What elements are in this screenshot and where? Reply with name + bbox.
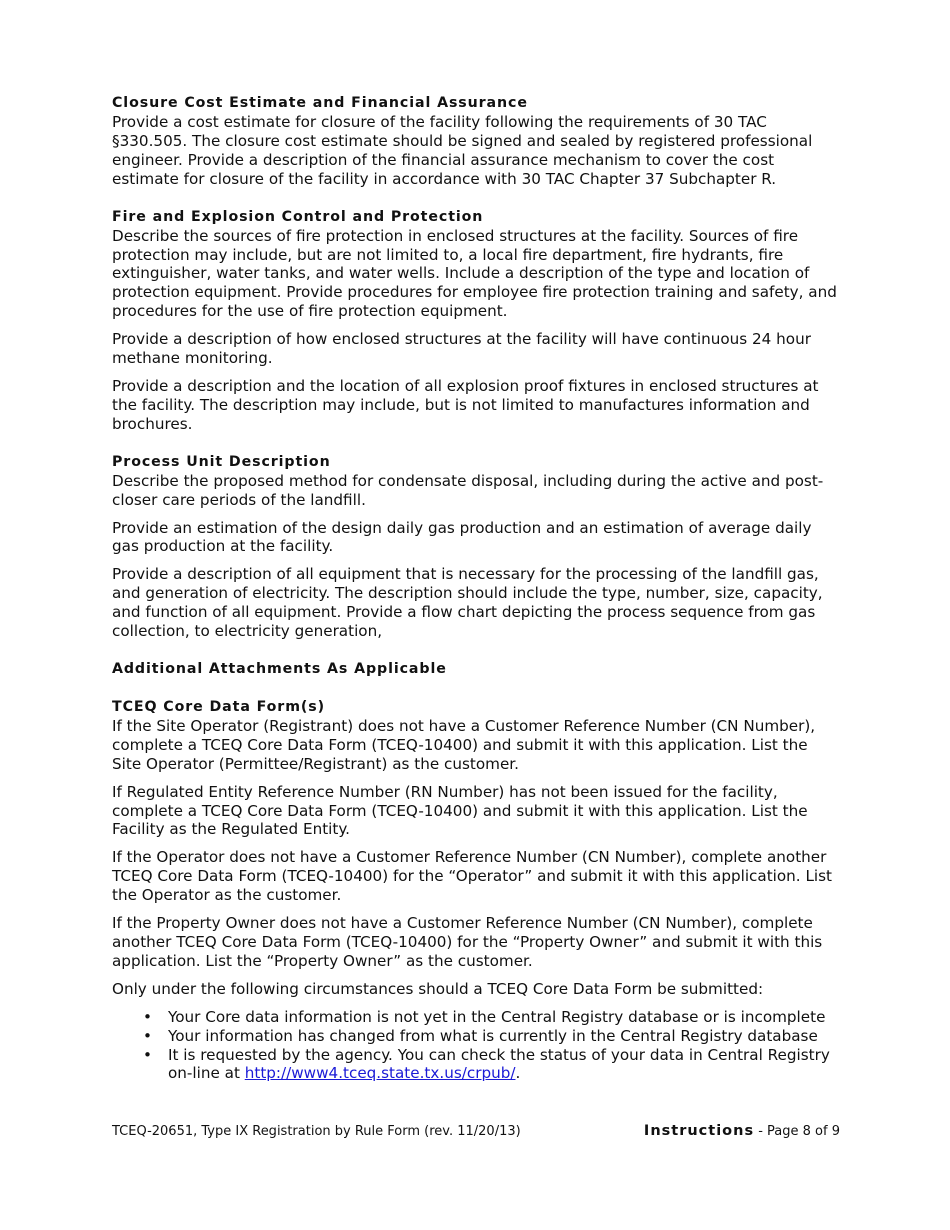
list-item-text: It is requested by the agency. You can check the status of your data in Central Registry on-line at xyxy=(168,1045,830,1083)
bullet-list xyxy=(112,1008,840,1084)
paragraph: If the Operator does not have a Customer Reference Number (CN Number), complete another TCEQ Core Data Form (TCEQ-10400) for the “Operator” and submit it with this application. List the Operator as the customer. xyxy=(112,848,833,905)
section-core-data xyxy=(112,698,840,1083)
section-heading: TCEQ Core Data Form(s) xyxy=(112,698,326,715)
paragraph: Provide a description of all equipment that is necessary for the processing of the landfill gas, and generation of electricity. The description should include the type, number, size, capacity, and function of all equipment. Provide a flow chart depicting the process sequence from gas collection, to electricity generation, xyxy=(112,565,823,641)
footer-instructions: Instructions xyxy=(643,1123,755,1139)
paragraph: If the Site Operator (Registrant) does not have a Customer Reference Number (CN Number), complete a TCEQ Core Data Form (TCEQ-10400) and submit it with this application. List the Site Operator (Permittee/Registrant) as the customer. xyxy=(112,716,816,773)
footer-form-id: TCEQ-20651, Type IX Registration by Rule Form (rev. 11/20/13) xyxy=(112,1124,521,1139)
footer-page-label xyxy=(644,1123,840,1139)
paragraph: If Regulated Entity Reference Number (RN Number) has not been issued for the facility, complete a TCEQ Core Data Form (TCEQ-10400) and submit it with this application. List the Facility as the Regulated Entity. xyxy=(112,782,808,839)
paragraph: Provide a description of how enclosed structures at the facility will have continuous 24 hour methane monitoring. xyxy=(112,330,811,368)
list-item-text: Your information has changed from what is currently in the Central Registry database xyxy=(168,1026,818,1045)
paragraph: Provide a cost estimate for closure of the facility following the requirements of 30 TAC §330.505. The closure cost estimate should be signed and sealed by registered professional engineer. Provide a description of the financial assurance mechanism to cover the cost estimate for closure of the facility in accordance with 30 TAC Chapter 37 Subchapter R. xyxy=(112,113,813,188)
list-item-text: Your Core data information is not yet in the Central Registry database or is incomplete xyxy=(168,1007,826,1026)
paragraph: Provide a description and the location of all explosion proof fixtures in enclosed structures at the facility. The description may include, but is not limited to manufactures information and brochures. xyxy=(112,376,819,433)
central-registry-link[interactable]: http://www4.tceq.state.tx.us/crpub/ xyxy=(244,1064,516,1083)
paragraph: Only under the following circumstances should a TCEQ Core Data Form be submitted: xyxy=(112,979,764,998)
page-footer xyxy=(112,1123,840,1143)
bullet-icon: • xyxy=(143,1026,152,1045)
paragraph: If the Property Owner does not have a Customer Reference Number (CN Number), complete another TCEQ Core Data Form (TCEQ-10400) for the “Property Owner” and submit it with this application. List the “Property Owner” as the customer. xyxy=(112,914,823,970)
footer-page-number: - Page 8 of 9 xyxy=(754,1124,840,1139)
paragraph: Provide an estimation of the design daily gas production and an estimation of average daily gas production at the facility. xyxy=(112,518,812,556)
section-heading: Fire and Explosion Control and Protection xyxy=(112,208,484,225)
section-fire xyxy=(112,208,840,434)
paragraph: Describe the proposed method for condensate disposal, including during the active and post-closer care periods of the landfill. xyxy=(112,471,824,509)
document-page xyxy=(112,94,840,1083)
list-item xyxy=(143,1026,840,1046)
section-closure xyxy=(112,94,840,189)
list-item xyxy=(143,1045,840,1084)
section-process xyxy=(112,453,840,641)
list-item xyxy=(143,1007,840,1027)
bullet-icon: • xyxy=(143,1045,152,1064)
bullet-icon: • xyxy=(143,1007,152,1026)
section-heading: Closure Cost Estimate and Financial Assurance xyxy=(112,95,528,111)
section-heading: Process Unit Description xyxy=(112,453,331,470)
section-heading-additional: Additional Attachments As Applicable xyxy=(112,660,447,677)
list-item-end: . xyxy=(515,1064,521,1083)
paragraph: Describe the sources of fire protection in enclosed structures at the facility. Sources of fire protection may include, but are not limited to, a local fire department, fire hydrants, fire extinguisher, water tanks, and water wells. Include a description of the type and location of protection equipment. Provide procedures for employee fire protection training and safety, and procedures for the use of fire protection equipment. xyxy=(112,226,837,321)
